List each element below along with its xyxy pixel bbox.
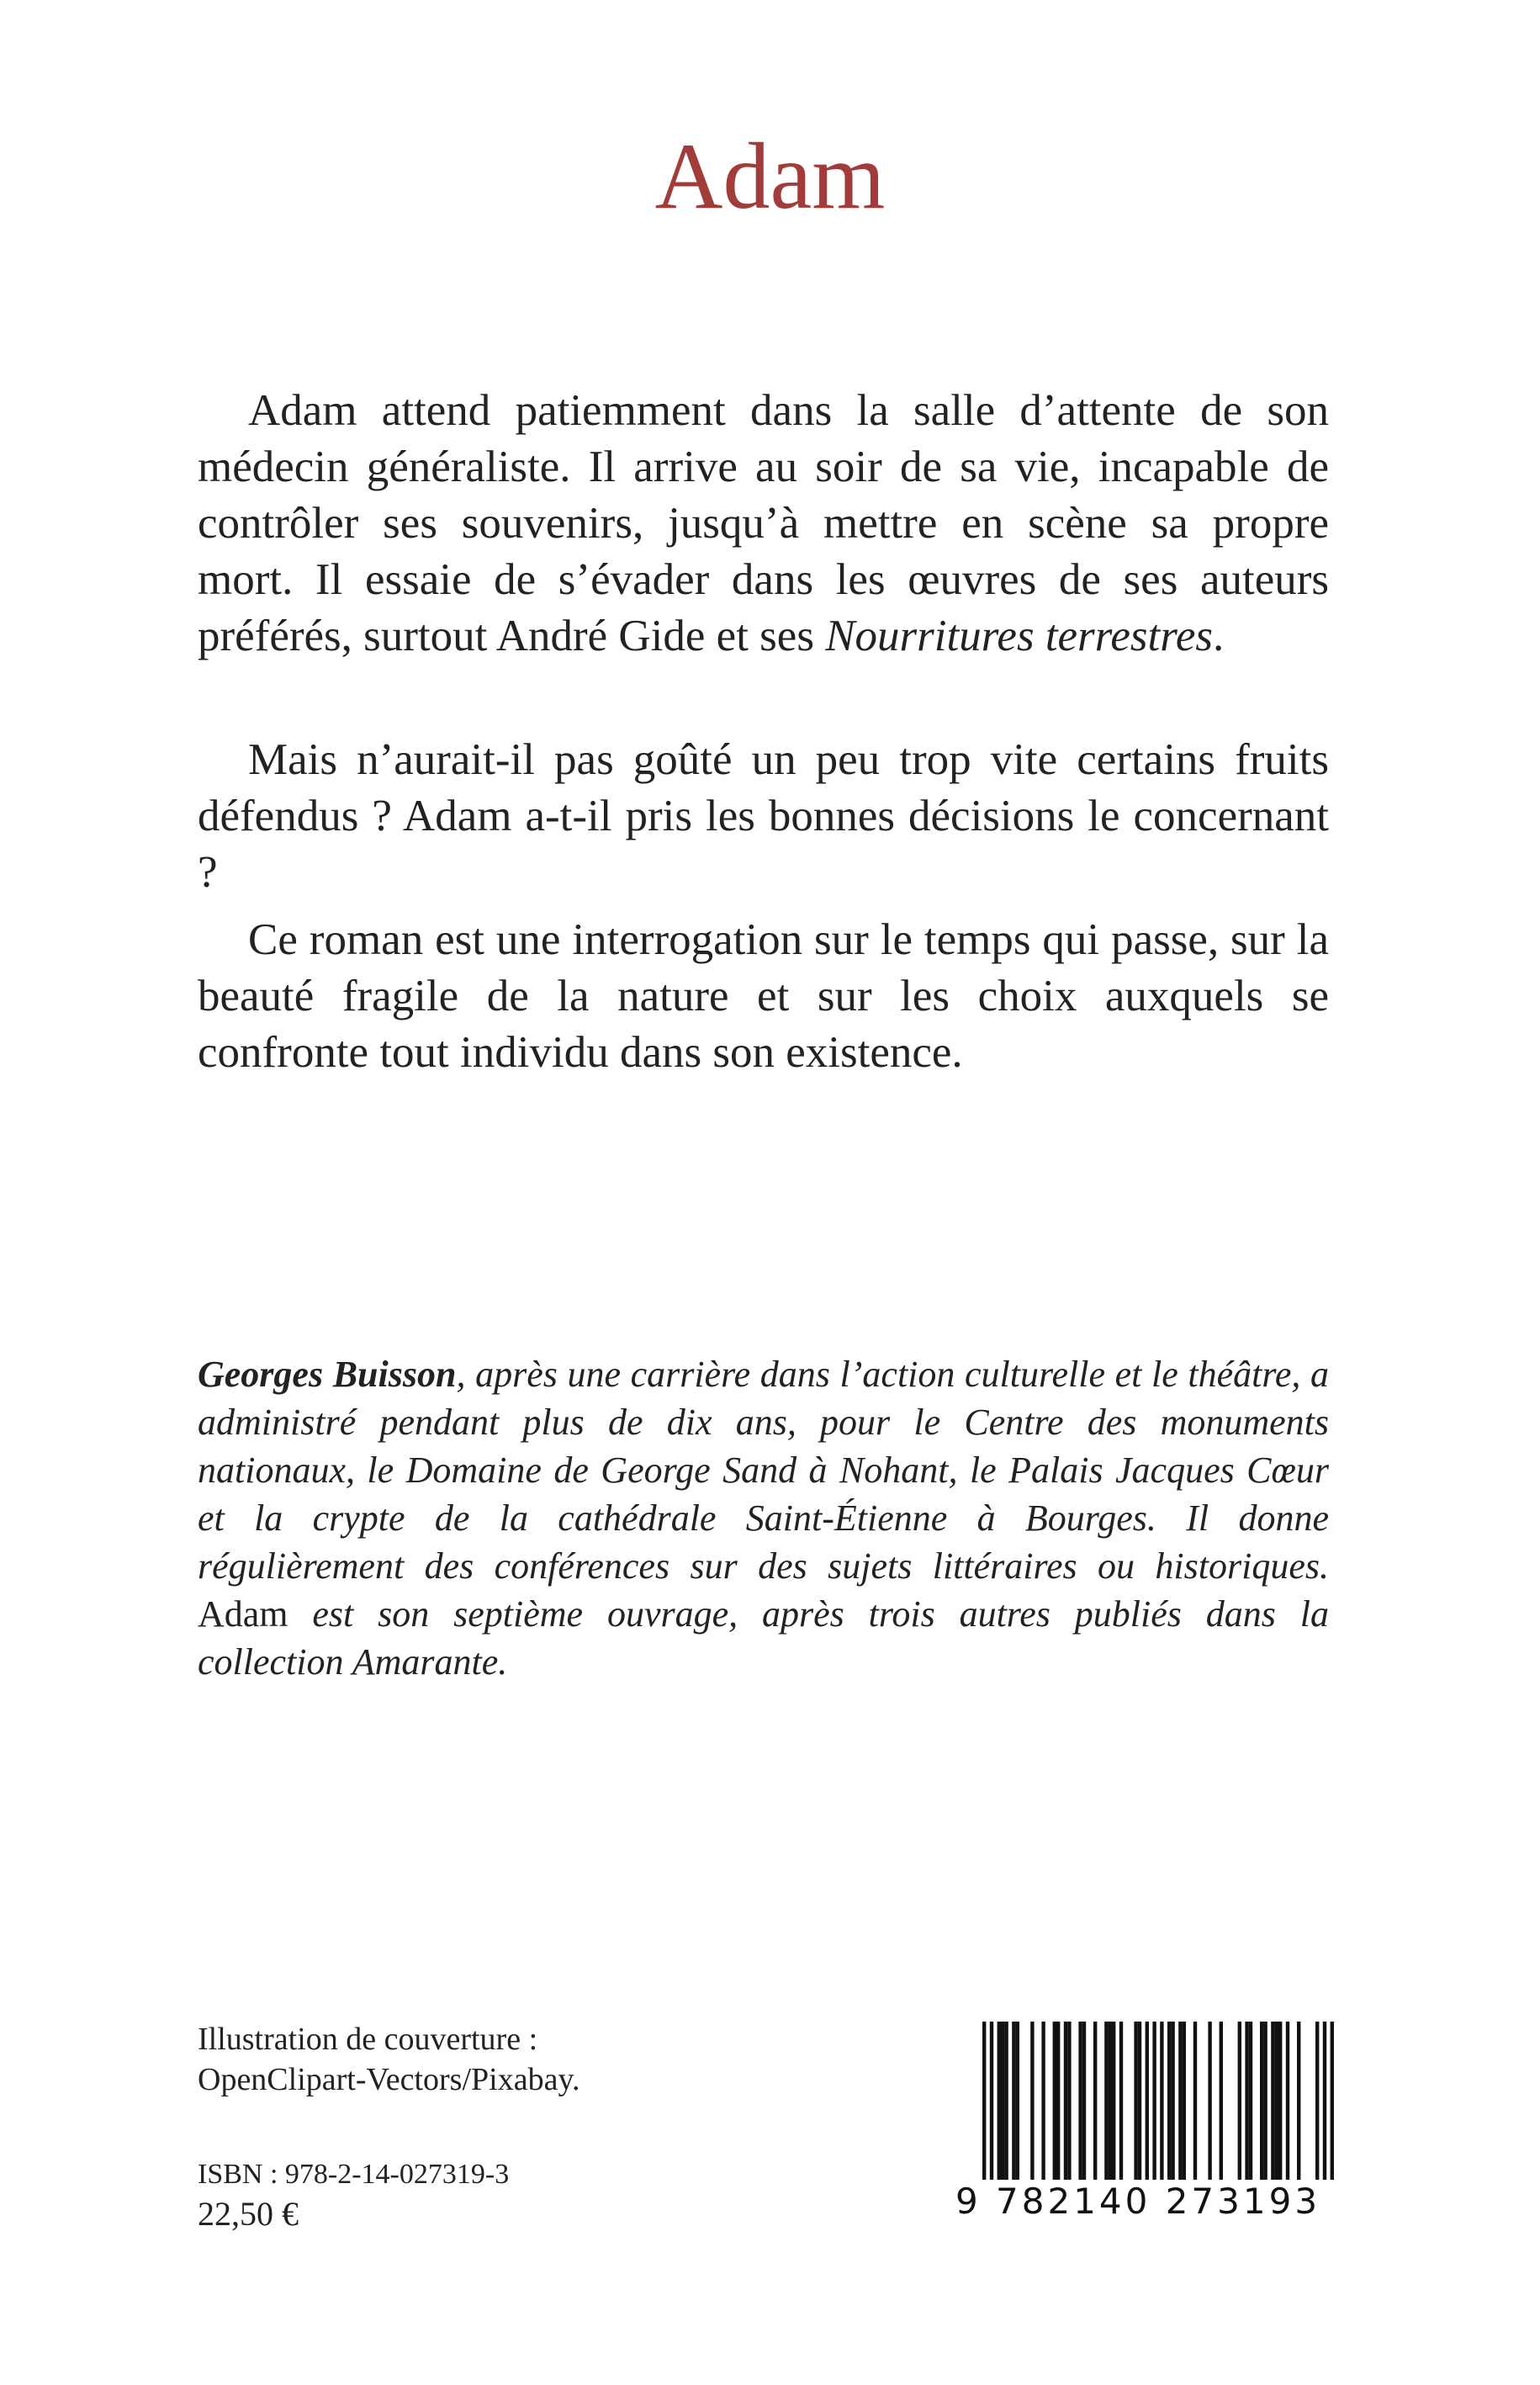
barcode-bar [1134,2022,1137,2181]
barcode-bar [1193,2022,1197,2181]
barcode-bar [1178,2022,1182,2181]
barcode-bar [1064,2022,1067,2181]
barcode-bar [1152,2022,1156,2205]
blurb-p1-text: Adam attend patiemment dans la salle d’attente de son médecin généraliste. Il arrive au soir de sa vie, incapable de contrôler ses souvenirs, jusqu’à mettre en scène sa propre mort. Il essaie de s’évader dans les œuvres de ses auteurs préférés, surtout André Gide et ses [198,386,1329,660]
isbn: ISBN : 978-2-14-027319-3 [198,2159,510,2190]
barcode-bar [1078,2022,1082,2181]
barcode-bar [982,2022,986,2205]
barcode-bar [1238,2022,1241,2181]
credits-line-2: OpenClipart-Vectors/Pixabay. [198,2062,580,2097]
barcode-bar [1001,2022,1004,2181]
barcode-bar [1245,2022,1248,2181]
author-bio-book-title: Adam [198,1593,288,1635]
barcode-bar [1030,2022,1034,2181]
price: 22,50 € [198,2195,299,2233]
barcode-bar [1053,2022,1056,2181]
barcode-bar [1109,2022,1112,2181]
blurb-paragraph-2: Mais n’aurait-il pas goûté un peu trop vite certains fruits défendus ? Adam a-t-il pris les bonnes décisions le concernant ? [198,735,1329,897]
barcode-bar [1056,2022,1060,2181]
barcode-bar [1275,2022,1278,2181]
barcode-bar [1104,2022,1108,2181]
barcode-bar [1160,2022,1163,2205]
book-title: Adam [654,125,886,229]
barcode-bar [1012,2022,1015,2181]
barcode-bar [1146,2022,1149,2181]
barcode-bar [1138,2022,1141,2181]
blurb-paragraph-3: Ce roman est une interrogation sur le temps qui passe, sur la beauté fragile de la nature et sur les choix auxquels se confronte tout individu dans son existence. [198,915,1329,1077]
barcode-bar [1183,2022,1186,2181]
barcode-bar [1286,2022,1289,2181]
author-bio [198,1350,1329,1686]
illustration-credits [198,2019,579,2100]
barcode-bar [1271,2022,1274,2181]
barcode-bar [1112,2022,1115,2181]
barcode-bar [1016,2022,1019,2181]
barcode-digits: 9 782140 273193 [940,2180,1336,2223]
barcode-bar [998,2022,1001,2181]
barcode-bar [1260,2022,1263,2181]
barcode-bar [1331,2022,1334,2205]
barcode-bar [1249,2022,1252,2181]
barcode-bar [1082,2022,1086,2181]
barcode-bar [1220,2022,1223,2181]
barcode-bar [1119,2022,1123,2181]
barcode-bar [1263,2022,1267,2181]
barcode-bar [1171,2022,1174,2181]
barcode-bar [1323,2022,1326,2205]
barcode-bar [1004,2022,1008,2181]
barcode-bar [990,2022,993,2205]
blurb-p1-italic-title: Nourritures terrestres [825,612,1214,660]
blurb-p1-end: . [1213,612,1225,660]
barcode-bar [1167,2022,1171,2181]
author-bio-text-2: est son septième ouvrage, après trois autres publiés dans la collection Amarante. [198,1593,1329,1683]
barcode-bar [1067,2022,1071,2181]
barcode-bar [1278,2022,1282,2181]
barcode [940,2015,1336,2225]
author-name: Georges Buisson [198,1354,457,1395]
credits-line-1: Illustration de couverture : [198,2022,538,2057]
blurb-paragraph-1 [198,383,1329,665]
barcode-bar [1315,2022,1319,2181]
barcode-bar [1041,2022,1045,2181]
author-bio-text-1: , après une carrière dans l’action culturelle et le théâtre, a administré pendant plus de dix ans, pour le Centre des monuments nationaux, le Domaine de George Sand à Nohant, le Palais Jacques Cœur et la crypte de la cathédrale Saint-Étienne à Bourges. Il donne régulièrement des conférences sur des sujets littéraires ou historiques. [198,1354,1329,1587]
barcode-bar [1208,2022,1211,2181]
barcode-bar [1093,2022,1097,2181]
barcode-bar [1297,2022,1300,2181]
